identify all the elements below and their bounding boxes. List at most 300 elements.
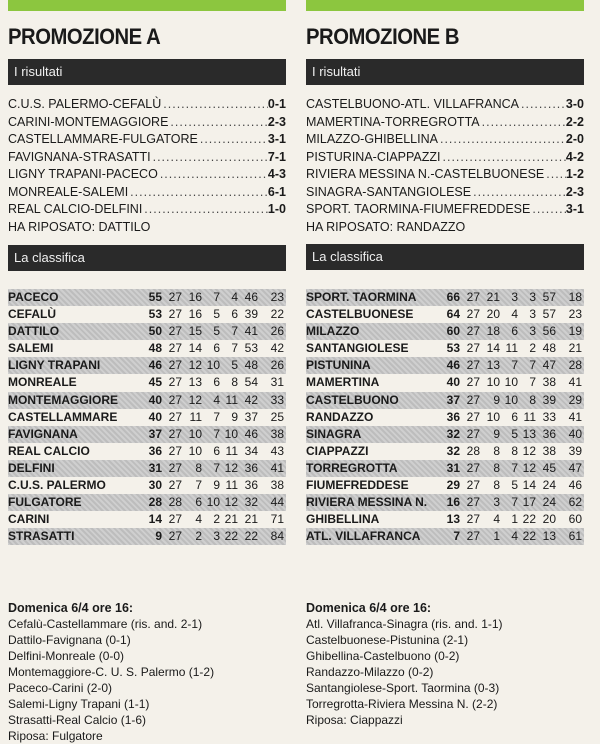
stat-value: 27	[168, 392, 182, 407]
top-accent-bar-b	[306, 0, 584, 11]
fixture-line: Dattilo-Favignana (0-1)	[8, 633, 131, 647]
stat-value: 84	[270, 529, 284, 544]
stat-value: 10	[188, 443, 202, 458]
stat-value: 27	[168, 443, 182, 458]
stat-value: 15	[188, 324, 202, 339]
stat-value: 27	[466, 324, 480, 339]
leader-dots	[168, 114, 268, 132]
leader-dots	[151, 149, 268, 167]
stat-value: 4	[231, 290, 238, 304]
stat-value: 4	[195, 512, 202, 527]
fixture-line: Cefalù-Castellammare (ris. and. 2-1)	[8, 617, 203, 631]
result-match: MILAZZO-GHIBELLINA	[306, 132, 438, 146]
result-row	[8, 131, 286, 149]
leader-dots	[128, 184, 268, 202]
stat-value: 27	[466, 512, 480, 527]
fixture-line: Castelbuonese-Pistunina (2-1)	[306, 633, 469, 647]
stat-value: 18	[568, 290, 582, 304]
stat-value: 46	[148, 358, 162, 373]
team-name: PACECO	[8, 290, 59, 304]
standings-row	[306, 392, 584, 409]
stat-value: 1	[511, 512, 518, 527]
stat-value: 10	[504, 392, 518, 407]
stat-value: 8	[493, 478, 500, 493]
stat-value: 27	[168, 512, 182, 527]
team-name: LIGNY TRAPANI	[8, 358, 101, 373]
result-row	[8, 184, 286, 202]
standings-row	[8, 374, 286, 391]
standings-row	[306, 306, 584, 323]
stat-value: 31	[446, 460, 460, 475]
stat-value: 7	[529, 358, 536, 373]
result-match: CASTELBUONO-ATL. VILLAFRANCA	[306, 97, 520, 111]
stat-value: 37	[446, 392, 460, 407]
result-row	[8, 166, 286, 184]
standings-row	[306, 460, 584, 477]
stat-value: 7	[511, 358, 518, 373]
stat-value: 66	[446, 290, 460, 304]
stat-value: 27	[466, 290, 480, 304]
stat-value: 13	[522, 426, 536, 441]
stat-value: 3	[529, 290, 536, 304]
team-name: RIVIERA MESSINA N.	[306, 495, 428, 510]
stat-value: 4	[511, 529, 518, 544]
stat-value: 41	[270, 460, 284, 475]
stat-value: 5	[213, 324, 220, 339]
stat-value: 45	[542, 460, 556, 475]
standings-row	[8, 511, 286, 528]
stat-value: 10	[486, 409, 500, 424]
standings-row	[8, 409, 286, 426]
stat-value: 61	[568, 529, 582, 544]
stat-value: 5	[511, 426, 518, 441]
result-score: 3-0	[565, 97, 584, 111]
stat-value: 44	[270, 495, 284, 510]
stat-value: 30	[148, 478, 162, 493]
fixture-line: Santangiolese-Sport. Taormina (0-3)	[306, 681, 500, 695]
stat-value: 53	[148, 307, 162, 322]
stat-value: 13	[542, 529, 556, 544]
stat-value: 27	[168, 341, 182, 356]
stat-value: 27	[466, 409, 480, 424]
stat-value: 47	[542, 358, 556, 373]
fixture-line: Torregrotta-Riviera Messina N. (2-2)	[306, 697, 498, 711]
team-name: CASTELBUONESE	[306, 307, 414, 322]
stat-value: 27	[168, 529, 182, 544]
section-title: PROMOZIONE A	[8, 24, 161, 49]
standings-row	[8, 494, 286, 511]
stat-value: 17	[522, 495, 536, 510]
stat-value: 40	[148, 392, 162, 407]
stat-value: 16	[188, 307, 202, 322]
stat-value: 36	[244, 478, 258, 493]
team-name: FAVIGNANA	[8, 426, 78, 441]
stat-value: 11	[505, 341, 518, 356]
stat-value: 6	[213, 443, 220, 458]
result-row	[306, 166, 584, 184]
stat-value: 64	[446, 307, 460, 322]
result-score: 0-1	[267, 97, 286, 111]
stat-value: 7	[231, 324, 238, 339]
stat-value: 27	[168, 478, 182, 493]
stat-value: 22	[522, 512, 536, 527]
team-name: ATL. VILLAFRANCA	[306, 529, 421, 544]
stat-value: 16	[446, 495, 460, 510]
fixture-line: Atl. Villafranca-Sinagra (ris. and. 1-1)	[306, 617, 503, 631]
result-match: FAVIGNANA-STRASATTI	[8, 149, 151, 164]
stat-value: 60	[568, 512, 582, 527]
stat-value: 27	[466, 495, 480, 510]
team-name: CIAPPAZZI	[306, 443, 369, 458]
stat-value: 21	[486, 290, 500, 304]
stat-value: 60	[446, 324, 460, 339]
standings-row	[8, 443, 286, 460]
stat-value: 5	[511, 478, 518, 493]
stat-value: 12	[188, 392, 202, 407]
result-match: SINAGRA-SANTANGIOLESE	[306, 184, 472, 199]
stat-value: 38	[270, 426, 284, 441]
stat-value: 23	[568, 307, 582, 322]
result-match: CASTELLAMMARE-FULGATORE	[8, 132, 198, 146]
result-row	[8, 149, 286, 167]
standings-row	[8, 306, 286, 323]
stat-value: 23	[270, 290, 284, 304]
stat-value: 26	[270, 324, 284, 339]
standings-row	[306, 528, 584, 545]
result-score: 4-3	[267, 167, 286, 181]
result-score: 2-0	[565, 132, 584, 146]
stat-value: 7	[511, 460, 518, 475]
stat-value: 10	[224, 426, 238, 441]
leader-dots	[161, 96, 268, 114]
standings-header: La classifica	[8, 245, 286, 271]
fixture-line: Strasatti-Real Calcio (1-6)	[8, 713, 147, 727]
standings-row	[306, 357, 584, 374]
standings-row	[306, 374, 584, 391]
stat-value: 22	[244, 529, 258, 544]
standings-row	[306, 443, 584, 460]
team-name: CASTELBUONO	[306, 392, 399, 407]
stat-value: 29	[568, 392, 582, 407]
stat-value: 26	[270, 358, 284, 373]
fixture-line: Montemaggiore-C. U. S. Palermo (1-2)	[8, 665, 215, 679]
results-list	[306, 96, 584, 236]
stat-value: 53	[446, 341, 460, 356]
stat-value: 10	[486, 375, 500, 390]
stat-value: 33	[542, 409, 556, 424]
stat-value: 22	[522, 529, 536, 544]
stat-value: 8	[493, 460, 500, 475]
stat-value: 27	[466, 392, 480, 407]
stat-value: 2	[529, 341, 536, 356]
result-row	[8, 114, 286, 132]
stat-value: 38	[542, 375, 556, 390]
stat-value: 9	[493, 392, 500, 407]
result-score: 3-1	[565, 202, 584, 216]
stat-value: 6	[511, 409, 518, 424]
stat-value: 19	[568, 324, 582, 339]
leader-dots	[471, 184, 566, 202]
stat-value: 57	[542, 290, 556, 304]
stat-value: 9	[213, 478, 220, 493]
stat-value: 5	[213, 307, 220, 322]
stat-value: 21	[568, 341, 582, 356]
stat-value: 6	[213, 375, 220, 390]
stat-value: 22	[270, 307, 284, 322]
stat-value: 1	[493, 529, 500, 544]
fixtures-header: Domenica 6/4 ore 16:	[306, 601, 432, 615]
result-match: MAMERTINA-TORREGROTTA	[306, 114, 480, 129]
rest-team: HA RIPOSATO: DATTILO	[8, 219, 151, 234]
stat-value: 28	[568, 358, 582, 373]
stat-value: 37	[244, 409, 258, 424]
result-score: 1-0	[267, 202, 286, 216]
rest-team: HA RIPOSATO: RANDAZZO	[306, 219, 466, 234]
team-name: MILAZZO	[306, 324, 360, 339]
stat-value: 33	[270, 392, 284, 407]
stat-value: 11	[523, 409, 536, 424]
stat-value: 13	[446, 512, 460, 527]
stat-value: 71	[270, 512, 284, 527]
leader-dots	[198, 131, 268, 149]
stat-value: 9	[493, 426, 500, 441]
stat-value: 5	[231, 358, 238, 373]
result-row	[306, 184, 584, 202]
stat-value: 31	[148, 460, 162, 475]
stat-value: 27	[466, 426, 480, 441]
stat-value: 28	[168, 495, 182, 510]
stat-value: 7	[213, 409, 220, 424]
standings-row	[306, 289, 584, 306]
stat-value: 39	[568, 443, 582, 458]
stat-value: 10	[188, 426, 202, 441]
stat-value: 27	[466, 375, 480, 390]
stat-value: 53	[244, 341, 258, 356]
result-match: PISTURINA-CIAPPAZZI	[306, 149, 441, 164]
stat-value: 7	[213, 290, 220, 304]
stat-value: 3	[529, 307, 536, 322]
stat-value: 47	[568, 460, 582, 475]
standings-row	[8, 289, 286, 306]
standings-row	[8, 528, 286, 545]
stat-value: 6	[511, 324, 518, 339]
stat-value: 11	[225, 443, 238, 458]
team-name: SALEMI	[8, 341, 54, 356]
results-header: I risultati	[306, 59, 584, 85]
stat-value: 54	[244, 375, 258, 390]
stat-value: 32	[446, 443, 460, 458]
standings-row	[8, 357, 286, 374]
result-match: SPORT. TAORMINA-FIUMEFREDDESE	[306, 202, 531, 216]
stat-value: 7	[453, 529, 460, 544]
team-name: FULGATORE	[8, 495, 82, 510]
stat-value: 38	[270, 478, 284, 493]
next-fixtures	[8, 600, 298, 744]
stat-value: 6	[195, 495, 202, 510]
result-match: RIVIERA MESSINA N.-CASTELBUONESE	[306, 167, 545, 181]
leader-dots	[480, 114, 566, 132]
stat-value: 7	[195, 478, 202, 493]
stat-value: 31	[270, 375, 284, 390]
fixtures-header: Domenica 6/4 ore 16:	[8, 601, 134, 615]
stat-value: 10	[206, 495, 220, 510]
stat-value: 37	[148, 426, 162, 441]
stat-value: 7	[231, 341, 238, 356]
stat-value: 12	[224, 495, 238, 510]
result-score: 2-3	[267, 114, 286, 129]
stat-value: 36	[446, 409, 460, 424]
team-name: CARINI	[8, 512, 50, 527]
stat-value: 3	[493, 495, 500, 510]
standings-row	[306, 477, 584, 494]
stat-value: 22	[224, 529, 238, 544]
result-match: C.U.S. PALERMO-CEFALÙ	[8, 97, 162, 111]
stat-value: 45	[148, 375, 162, 390]
result-match: MONREALE-SALEMI	[8, 184, 129, 199]
standings-row	[8, 323, 286, 340]
stat-value: 8	[231, 375, 238, 390]
stat-value: 40	[446, 375, 460, 390]
stat-value: 24	[542, 495, 556, 510]
stat-value: 3	[511, 290, 518, 304]
result-score: 2-3	[565, 184, 584, 199]
stat-value: 21	[224, 512, 238, 527]
leader-dots	[438, 131, 566, 149]
stat-value: 20	[486, 307, 500, 322]
results-list	[8, 96, 286, 236]
stat-value: 21	[244, 512, 258, 527]
result-match: REAL CALCIO-DELFINI	[8, 202, 143, 216]
stat-value: 13	[486, 358, 500, 373]
leader-dots	[158, 166, 268, 184]
result-score: 3-1	[267, 132, 286, 146]
result-row	[306, 149, 584, 167]
team-name: DELFINI	[8, 460, 55, 475]
stat-value: 41	[568, 409, 582, 424]
stat-value: 18	[486, 324, 500, 339]
stat-value: 41	[568, 375, 582, 390]
stat-value: 32	[244, 495, 258, 510]
stat-value: 14	[486, 341, 500, 356]
result-row	[8, 201, 286, 219]
next-fixtures	[306, 600, 596, 728]
team-name: MONREALE	[8, 375, 77, 390]
stat-value: 38	[542, 443, 556, 458]
fixture-line: Riposa: Ciappazzi	[306, 713, 403, 727]
leader-dots	[441, 149, 566, 167]
team-name: RANDAZZO	[306, 409, 374, 424]
stat-value: 27	[168, 307, 182, 322]
stat-value: 7	[213, 460, 220, 475]
stat-value: 14	[188, 341, 202, 356]
team-name: C.U.S. PALERMO	[8, 478, 106, 493]
stat-value: 11	[225, 478, 238, 493]
top-accent-bar-a	[8, 0, 286, 11]
stat-value: 46	[244, 290, 258, 304]
stat-value: 42	[270, 341, 284, 356]
team-name: CASTELLAMMARE	[8, 409, 118, 424]
stat-value: 27	[168, 375, 182, 390]
stat-value: 2	[195, 529, 202, 544]
stat-value: 8	[195, 460, 202, 475]
standings-row	[306, 494, 584, 511]
team-name: DATTILO	[8, 324, 60, 339]
team-name: MONTEMAGGIORE	[8, 392, 118, 407]
stat-value: 12	[224, 460, 238, 475]
stat-value: 11	[225, 392, 238, 407]
leader-dots	[519, 96, 566, 114]
standings-table	[8, 289, 286, 545]
result-match: LIGNY TRAPANI-PACECO	[8, 167, 158, 181]
stat-value: 29	[446, 478, 460, 493]
team-name: FIUMEFREDDESE	[306, 478, 409, 493]
team-name: PISTUNINA	[306, 358, 371, 373]
stat-value: 55	[148, 290, 162, 304]
result-score: 2-2	[565, 114, 584, 129]
standings-row	[306, 340, 584, 357]
stat-value: 34	[244, 443, 258, 458]
standings-row	[8, 460, 286, 477]
stat-value: 36	[148, 443, 162, 458]
stat-value: 7	[213, 426, 220, 441]
stat-value: 46	[568, 478, 582, 493]
stat-value: 12	[522, 443, 536, 458]
stat-value: 24	[542, 478, 556, 493]
stat-value: 14	[148, 512, 162, 527]
stat-value: 10	[504, 375, 518, 390]
stat-value: 39	[542, 392, 556, 407]
stat-value: 27	[168, 358, 182, 373]
standings-row	[306, 511, 584, 528]
stat-value: 32	[446, 426, 460, 441]
stat-value: 4	[493, 512, 500, 527]
stat-value: 57	[542, 307, 556, 322]
results-header: I risultati	[8, 59, 286, 85]
fixture-line: Delfini-Monreale (0-0)	[8, 649, 125, 663]
stat-value: 56	[542, 324, 556, 339]
result-row	[306, 114, 584, 132]
standings-row	[8, 392, 286, 409]
stat-value: 27	[466, 307, 480, 322]
team-name: SPORT. TAORMINA	[306, 290, 417, 304]
stat-value: 27	[466, 529, 480, 544]
stat-value: 3	[213, 529, 220, 544]
stat-value: 46	[244, 426, 258, 441]
standings-row	[306, 323, 584, 340]
fixture-line: Ghibellina-Castelbuono (0-2)	[306, 649, 460, 663]
stat-value: 10	[206, 358, 220, 373]
team-name: SINAGRA	[306, 426, 362, 441]
stat-value: 39	[244, 307, 258, 322]
stat-value: 28	[466, 443, 480, 458]
stat-value: 2	[213, 512, 220, 527]
leader-dots	[530, 201, 566, 219]
stat-value: 40	[148, 409, 162, 424]
standings-table	[306, 289, 584, 545]
team-name: MAMERTINA	[306, 375, 380, 390]
stat-value: 27	[168, 324, 182, 339]
stat-value: 4	[213, 392, 220, 407]
stat-value: 8	[511, 443, 518, 458]
section-title: PROMOZIONE B	[306, 24, 460, 49]
result-score: 4-2	[565, 149, 584, 164]
stat-value: 27	[466, 358, 480, 373]
stat-value: 6	[213, 341, 220, 356]
stat-value: 40	[568, 426, 582, 441]
stat-value: 27	[466, 460, 480, 475]
result-match: CARINI-MONTEMAGGIORE	[8, 114, 169, 129]
stat-value: 8	[529, 392, 536, 407]
